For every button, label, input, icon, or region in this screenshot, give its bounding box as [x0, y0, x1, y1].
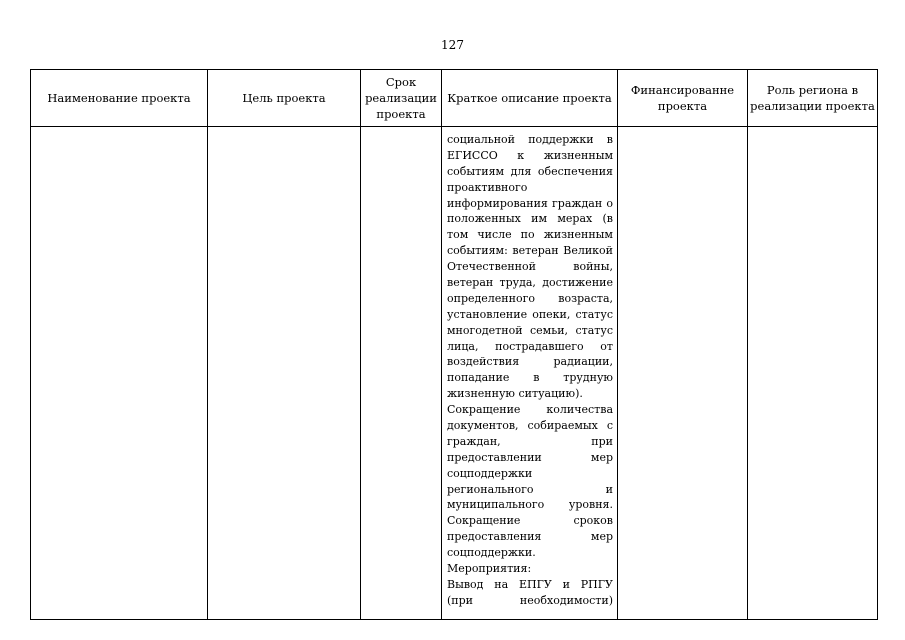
description-line: документов, собираемых с	[447, 419, 613, 433]
header-project-name: Наименование проекта	[31, 70, 208, 127]
description-line: многодетной семьи, статус	[447, 323, 613, 337]
header-region-role: Роль региона в реализации проекта	[748, 70, 878, 127]
table-header-row	[31, 70, 878, 127]
description-line: Сокращение количества	[447, 403, 613, 417]
description-line: (при необходимости)	[447, 593, 613, 607]
cell-region-role	[748, 127, 878, 620]
description-line: Мероприятия:	[447, 562, 532, 576]
header-project-goal: Цель проекта	[208, 70, 361, 127]
header-project-term: Срок реализации проекта	[361, 70, 442, 127]
description-line: воздействия радиации,	[447, 355, 613, 369]
cell-project-financing	[618, 127, 748, 620]
header-project-financing: Финансированне проекта	[618, 70, 748, 127]
description-line: событиям для обеспечения	[447, 164, 613, 178]
page-number: 127	[441, 38, 464, 52]
cell-project-goal	[208, 127, 361, 620]
header-project-description: Краткое описание проекта	[442, 70, 618, 127]
description-line: Отечественной войны,	[447, 260, 613, 274]
description-line: предоставлении мер	[447, 450, 613, 464]
description-line: ветеран труда, достижение	[447, 276, 613, 290]
description-line: муниципального уровня.	[447, 498, 613, 512]
description-line: информирования граждан о	[447, 196, 613, 210]
cell-project-name	[31, 127, 208, 620]
project-table	[30, 69, 878, 620]
description-line: проактивного	[447, 180, 528, 194]
description-line: событиям: ветеран Великой	[447, 244, 613, 258]
description-line: попадание в трудную	[447, 371, 613, 385]
cell-project-term	[361, 127, 442, 620]
description-line: установление опеки, статус	[447, 307, 613, 321]
description-line: регионального и	[447, 482, 613, 496]
description-line: лица, пострадавшего от	[447, 339, 613, 353]
description-line: граждан, при	[447, 434, 613, 448]
description-line: Вывод на ЕПГУ и РПГУ	[447, 577, 613, 591]
description-line: жизненную ситуацию).	[447, 387, 583, 401]
table-row	[31, 127, 878, 620]
description-line: определенного возраста,	[447, 291, 613, 305]
description-line: соцподдержки	[447, 466, 533, 480]
description-line: предоставления мер	[447, 530, 613, 544]
description-line: Сокращение сроков	[447, 514, 613, 528]
description-line: соцподдержки.	[447, 546, 536, 560]
description-line: социальной поддержки в	[447, 133, 613, 146]
description-line: ЕГИССО к жизненным	[447, 148, 613, 162]
description-line: положенных им мерах (в	[447, 212, 613, 226]
cell-project-description	[442, 127, 618, 620]
description-text	[442, 127, 617, 609]
description-line: том числе по жизненным	[447, 228, 613, 242]
